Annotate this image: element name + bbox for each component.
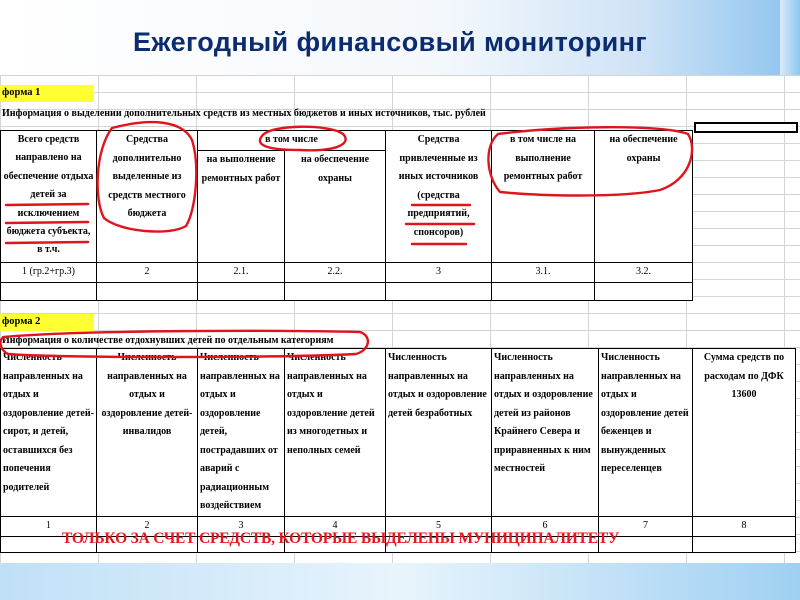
form2-header-refugees: Численность направленных на отдых и оздоровление детей беженцев и вынужденных переселенцев <box>599 349 693 517</box>
form2-col-number: 1 <box>1 516 97 536</box>
form2-table <box>0 348 796 553</box>
form2-header-unemployed: Численность направленных на отдых и оздоровление детей безработных <box>386 349 492 517</box>
form2-header-orphans: Численность направленных на отдых и оздоровление детей-сирот, и детей, оставшихся без попечения родителей <box>1 349 97 517</box>
form1-header-other-security: на обеспечение охраны <box>595 131 693 263</box>
form1-header-other-repair: в том числе на выполнение ремонтных работ <box>492 131 595 263</box>
form2-col-number: 6 <box>492 516 599 536</box>
form2-col-number: 4 <box>285 516 386 536</box>
form1-data-cell[interactable] <box>198 283 285 301</box>
form2-header-disabled: Численность направленных на отдых и оздоровление детей-инвалидов <box>97 349 198 517</box>
form1-header-group-including: в том числе <box>198 131 386 151</box>
form2-col-number: 2 <box>97 516 198 536</box>
form1-header-security: на обеспечение охраны <box>285 151 386 263</box>
form1-col-number: 2.2. <box>285 263 386 283</box>
form2-data-cell[interactable] <box>693 536 796 552</box>
form2-header-far-north: Численность направленных на отдых и оздоровление детей из районов Крайнего Севера и приравненных к ним местностей <box>492 349 599 517</box>
form2-col-number: 3 <box>198 516 285 536</box>
form1-data-cell[interactable] <box>595 283 693 301</box>
form1-header-total: Всего средств направлено на обеспечение отдыха детей за исключением бюджета субъекта, в т.ч. <box>1 131 97 263</box>
form1-col-number: 2.1. <box>198 263 285 283</box>
form1-data-cell[interactable] <box>492 283 595 301</box>
footnote-warning: ТОЛЬКО ЗА СЧЕТ СРЕДСТВ, КОТОРЫЕ ВЫДЕЛЕНЫ МУНИЦИПАЛИТЕТУ <box>62 530 620 547</box>
form2-col-number: 8 <box>693 516 796 536</box>
form1-data-cell[interactable] <box>97 283 198 301</box>
form2-col-number: 5 <box>386 516 492 536</box>
form1-caption: Информация о выделении дополнительных средств из местных бюджетов и иных источников, тыс. рублей <box>2 108 486 119</box>
form2-label: форма 2 <box>2 316 41 327</box>
form2-col-number: 7 <box>599 516 693 536</box>
form2-header-dfk-sum: Сумма средств по расходам по ДФК 13600 <box>693 349 796 517</box>
form2-caption: Информация о количестве отдохнувших детей по отдельным категориям <box>2 335 334 346</box>
form1-data-cell[interactable] <box>386 283 492 301</box>
form1-header-other-sources: Средства привлеченные из иных источников (средства предприятий, спонсоров) <box>386 131 492 263</box>
slide-title: Ежегодный финансовый мониторинг <box>133 27 647 57</box>
form1-col-number: 3 <box>386 263 492 283</box>
form1-col-number: 3.2. <box>595 263 693 283</box>
form1-table <box>0 130 693 301</box>
form2-header-radiation: Численность направленных на отдых и оздоровление детей, пострадавших от аварий с радиационным воздействием <box>198 349 285 517</box>
form1-col-number: 2 <box>97 263 198 283</box>
active-cell-marker[interactable] <box>694 122 798 133</box>
form2-header-large-families: Численность направленных на отдых и оздоровление детей из многодетных и неполных семей <box>285 349 386 517</box>
form1-data-cell[interactable] <box>285 283 386 301</box>
spreadsheet <box>0 75 800 563</box>
form1-col-number: 3.1. <box>492 263 595 283</box>
form1-header-repair: на выполнение ремонтных работ <box>198 151 285 263</box>
form1-header-local-budget: Средства дополнительно выделенные из средств местного бюджета <box>97 131 198 263</box>
form1-label: форма 1 <box>2 87 41 98</box>
form1-col-number: 1 (гр.2+гр.3) <box>1 263 97 283</box>
form1-data-cell[interactable] <box>1 283 97 301</box>
